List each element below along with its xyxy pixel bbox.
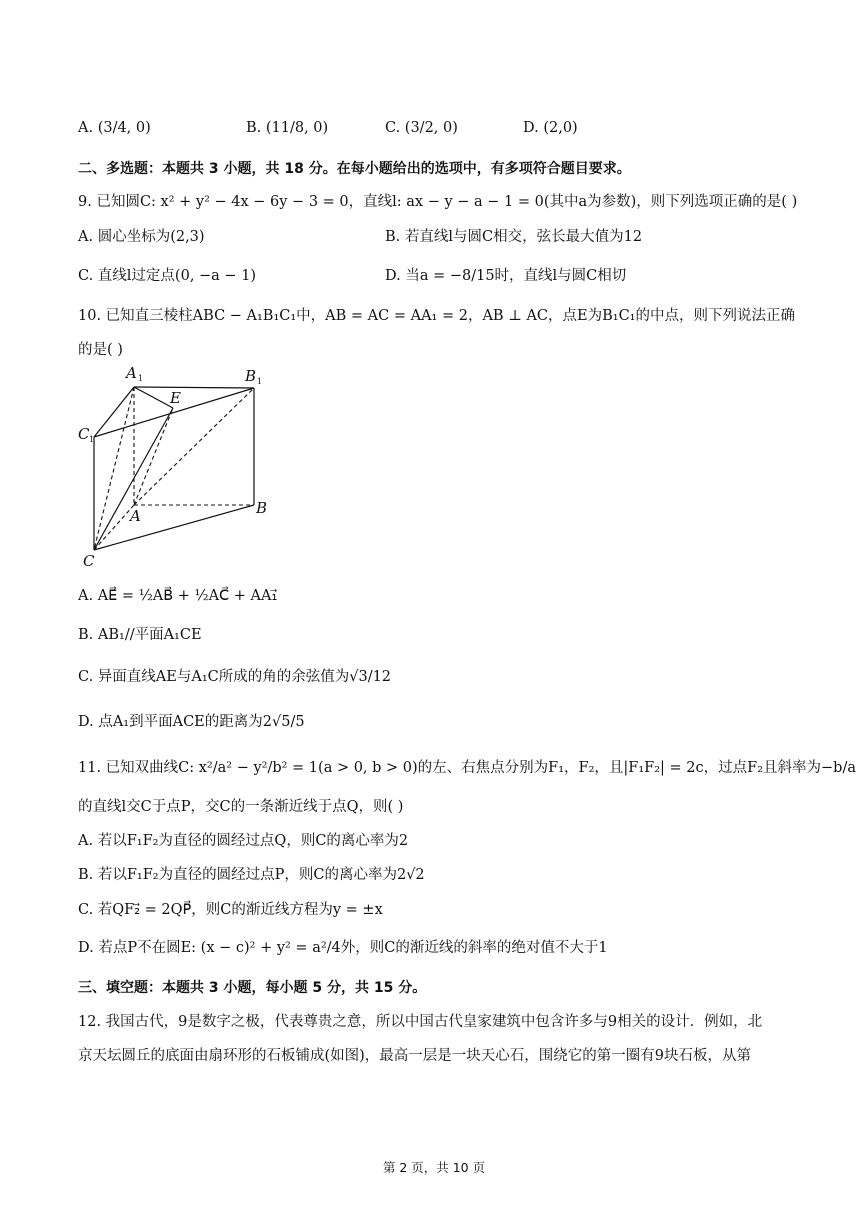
label-b: B <box>256 499 268 517</box>
label-c1: C <box>78 425 90 443</box>
q11-stem-line1: 11. 已知双曲线C: x²/a² − y²/b² = 1(a > 0, b > 0)的左、右焦点分别为F₁，F₂，且|F₁F₂| = 2c，过点F₂且斜率为−b/a <box>78 760 856 776</box>
hidden-edge-c-a <box>94 505 134 550</box>
edge-a1-b1 <box>134 387 254 388</box>
page-footer: 第 2 页，共 10 页 <box>382 1160 486 1175</box>
q11-option-a: A. 若以F₁F₂为直径的圆经过点Q，则C的离心率为2 <box>78 833 409 849</box>
q10-option-b: B. AB₁//平面A₁CE <box>78 627 202 643</box>
section-heading-multiple-choice: 二、多选题：本题共 3 小题，共 18 分。在每小题给出的选项中，有多项符合题目要求。 <box>78 161 631 177</box>
label-a: A <box>130 507 141 525</box>
edge-c1-a1 <box>94 387 134 437</box>
label-b1: B <box>245 367 257 385</box>
label-e: E <box>170 389 181 407</box>
q11-option-c: C. 若QF₂⃗ = 2QP⃗，则C的渐近线方程为y = ±x <box>78 902 383 918</box>
q12-line1: 12. 我国古代，9是数字之极，代表尊贵之意，所以中国古代皇家建筑中包含许多与9相关的设计．例如，北 <box>78 1014 763 1030</box>
label-a1: A <box>126 366 137 382</box>
label-a1-subscript: 1 <box>138 374 144 383</box>
q12-line2: 京天坛圆丘的底面由扇环形的石板铺成(如图)，最高一层是一块天心石，围绕它的第一圈有9块石板，从第 <box>78 1048 752 1064</box>
q11-option-b: B. 若以F₁F₂为直径的圆经过点P，则C的离心率为2√2 <box>78 867 425 883</box>
q10-option-a: A. AE⃗ = ½AB⃗ + ½AC⃗ + AA₁⃗ <box>78 588 278 604</box>
label-c: C <box>83 552 95 570</box>
q9-option-b: B. 若直线l与圆C相交，弦长最大值为12 <box>385 229 643 245</box>
label-c1-subscript: 1 <box>89 435 95 444</box>
q9-option-a: A. 圆心坐标为(2,3) <box>78 229 205 245</box>
q10-option-c: C. 异面直线AE与A₁C所成的角的余弦值为√3/12 <box>78 669 392 685</box>
section-heading-fill-in: 三、填空题：本题共 3 小题，每小题 5 分，共 15 分。 <box>78 980 427 996</box>
prism-figure <box>74 366 274 572</box>
q9-option-d: D. 当a = −8/15时，直线l与圆C相切 <box>385 268 627 284</box>
q9-stem: 9. 已知圆C: x² + y² − 4x − 6y − 3 = 0，直线l: ax − y − a − 1 = 0(其中a为参数)，则下列选项正确的是( ) <box>78 194 798 210</box>
label-b1-subscript: 1 <box>257 377 263 386</box>
q10-stem-line1: 10. 已知直三棱柱ABC − A₁B₁C₁中，AB = AC = AA₁ = 2，AB ⊥ AC，点E为B₁C₁的中点，则下列说法正确 <box>78 308 795 324</box>
segment-a1-e <box>134 387 173 408</box>
q8-option-c: C. (3/2, 0) <box>385 120 458 136</box>
q11-option-d: D. 若点P不在圆E: (x − c)² + y² = a²/4外，则C的渐近线的斜率的绝对值不大于1 <box>78 940 608 956</box>
q8-option-d: D. (2,0) <box>523 120 578 136</box>
q8-option-b: B. (11/8, 0) <box>246 120 329 136</box>
q11-stem-line2: 的直线l交C于点P，交C的一条渐近线于点Q，则( ) <box>78 799 404 815</box>
q8-option-a: A. (3/4, 0) <box>78 120 151 136</box>
q10-option-d: D. 点A₁到平面ACE的距离为2√5/5 <box>78 714 305 730</box>
q9-option-c: C. 直线l过定点(0, −a − 1) <box>78 268 257 284</box>
edge-c-b <box>94 505 254 550</box>
q10-stem-line2: 的是( ) <box>78 342 123 358</box>
